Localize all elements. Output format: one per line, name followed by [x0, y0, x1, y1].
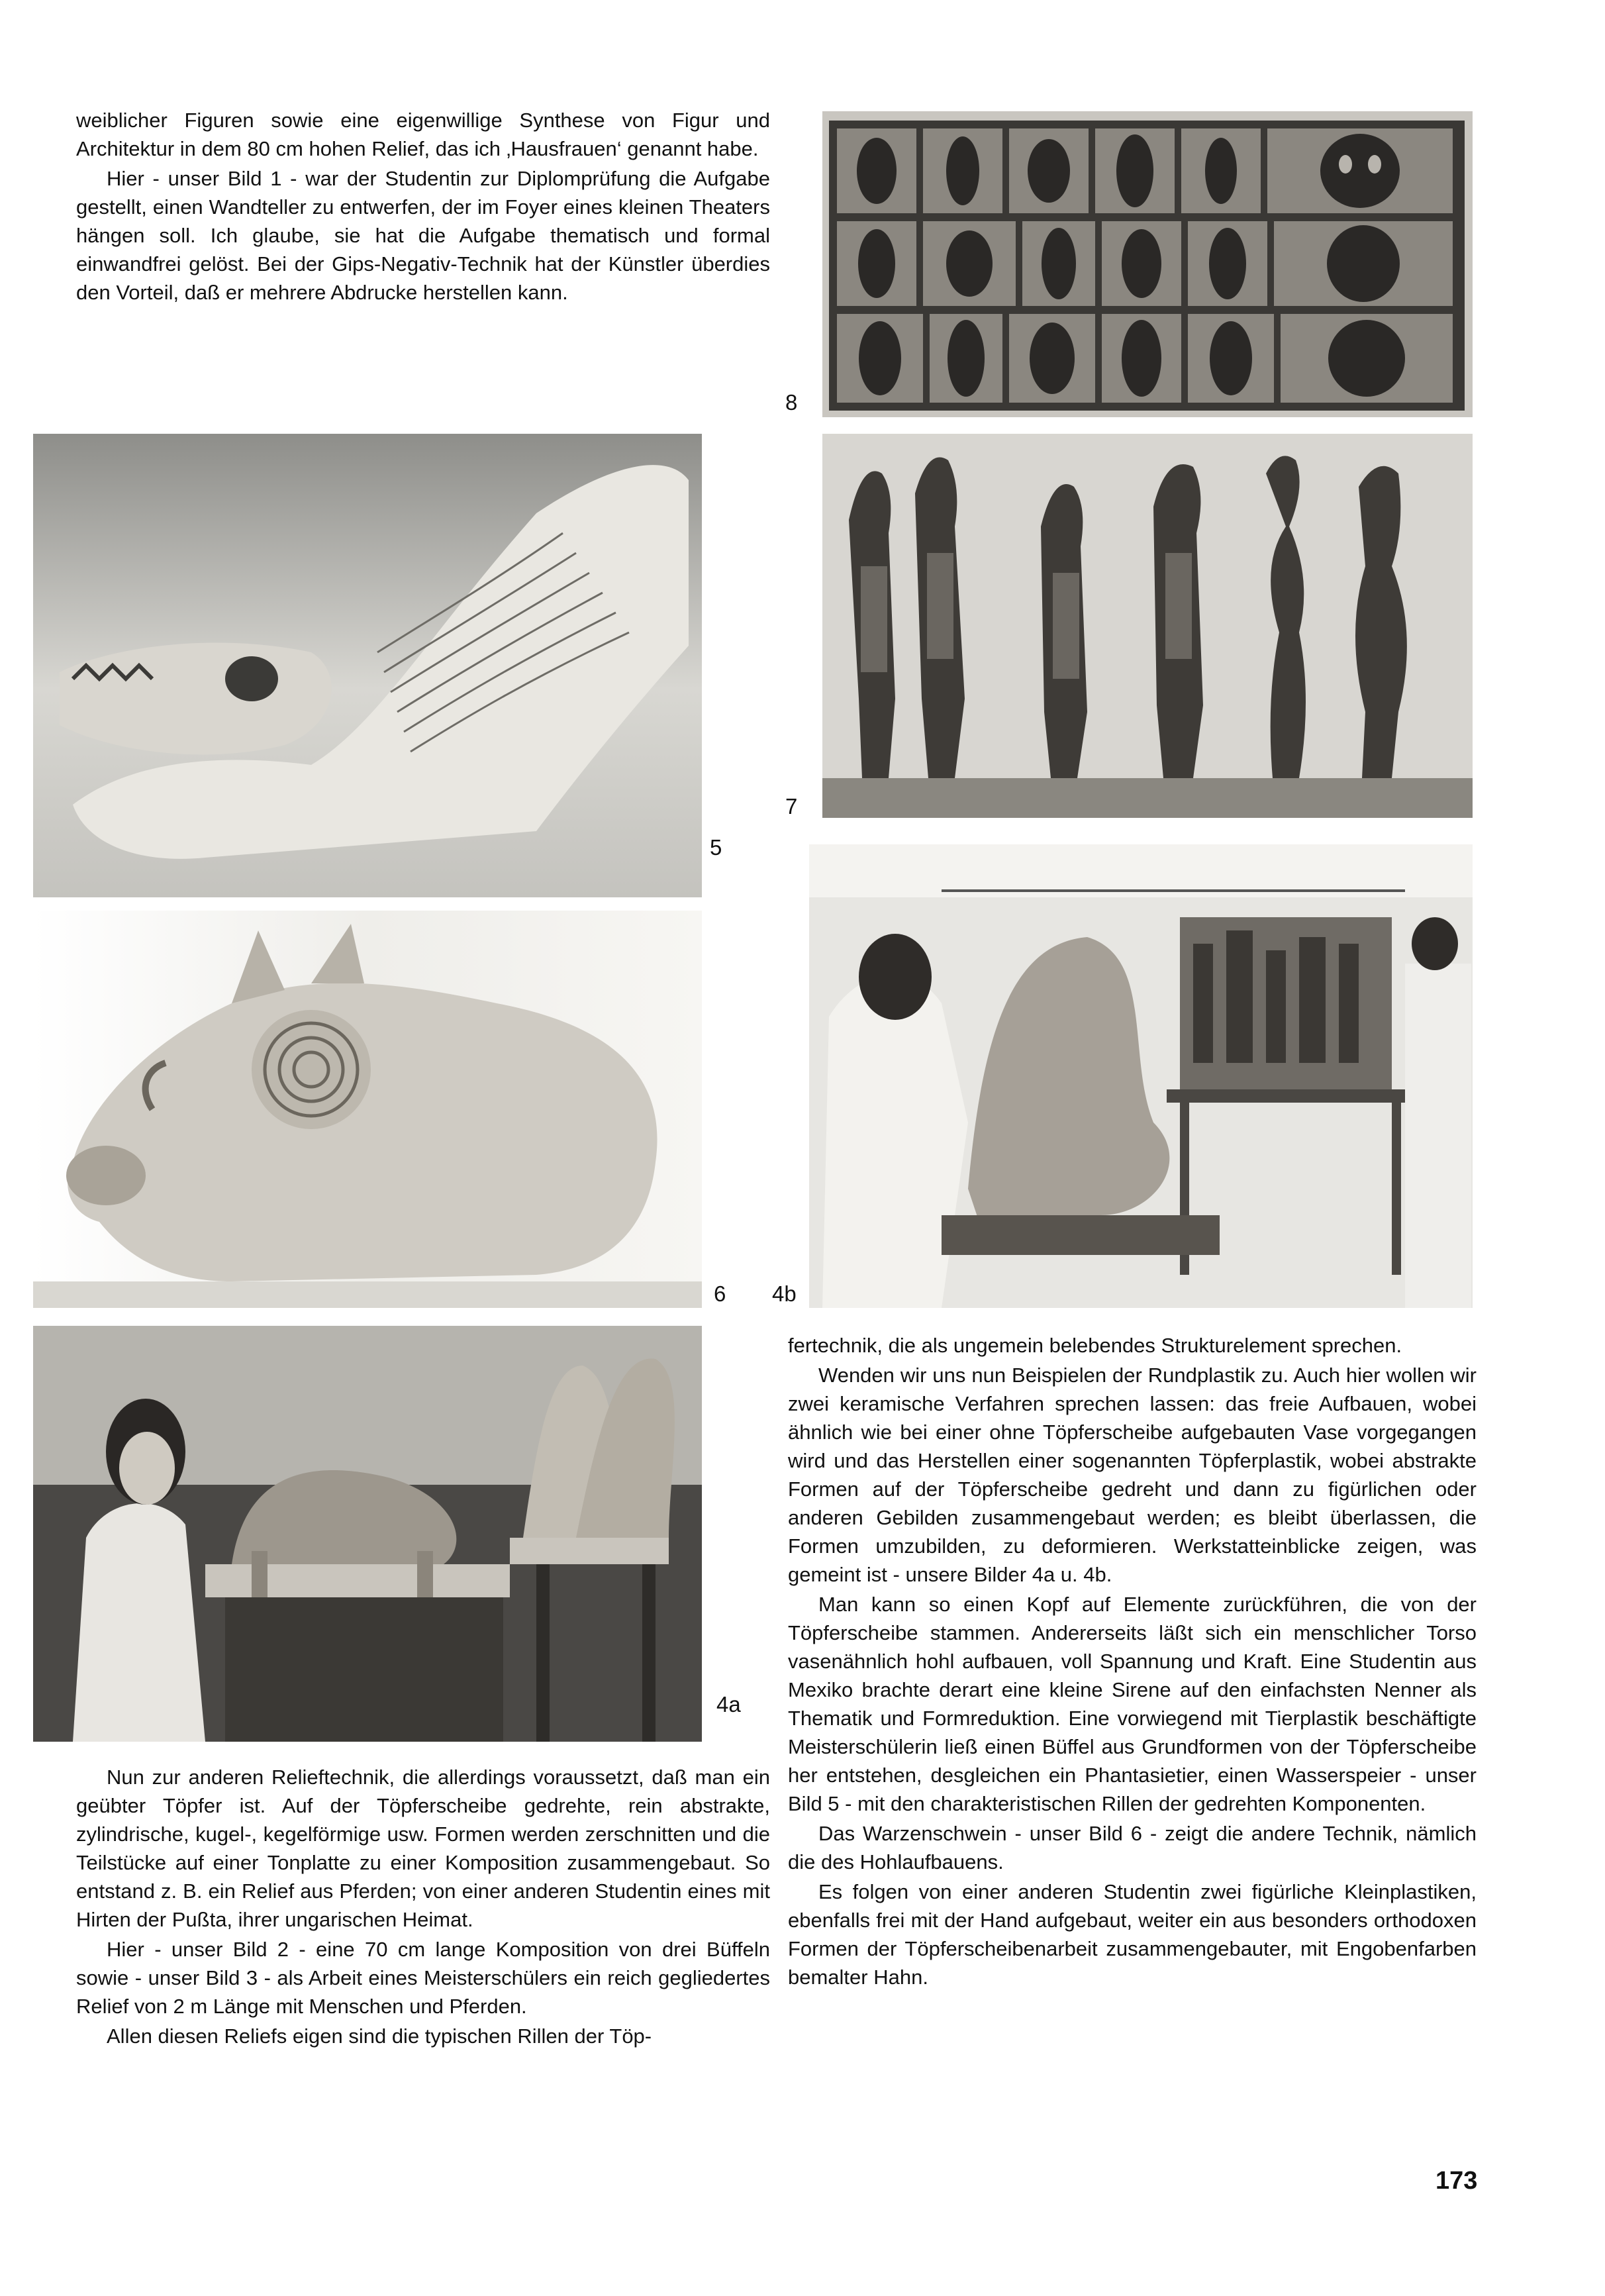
- paragraph: Man kann so einen Kopf auf Elemente zurückführen, die von der Töpferscheibe stammen. Andererseits läßt sich ein menschlicher Torso vasenähnlich hohl aufbauen, voll Spannung und Kraft. Eine Studentin aus Mexiko brachte derart eine kleine Sirene auf den einfachsten Nenner als Thematik und Formreduktion. Eine vorwiegend mit Tierplastik beschäftigte Meisterschülerin ließ einen Büffel aus Grundformen von der Töpferscheibe her entstehen, desgleichen ein Phantasietier, einen Wasserspeier - unser Bild 5 - mit den charakteristischen Rillen der gedrehten Komponenten.: [788, 1593, 1477, 1815]
- paragraph: Das Warzenschwein - unser Bild 6 - zeigt die andere Technik, nämlich die des Hohlaufbauens.: [788, 1822, 1477, 1873]
- paragraph: Wenden wir uns nun Beispielen der Rundplastik zu. Auch hier wollen wir zwei keramische Verfahren sprechen lassen: das freie Aufbauen, wobei ähnlich wie bei einer ohne Töpferscheibe aufgebauten Vase vorgegangen wird und das Herstellen einer sogenannten Töpferplastik, wobei abstrakte Formen auf der Töpferscheibe gedreht und dann zu figürlichen oder anderen Gebilden zusammengebaut werden; es bleibt überlassen, die Formen umzubilden, zu deformieren. Werkstatteinblicke zeigen, was gemeint ist - unsere Bilder 4a u. 4b.: [788, 1364, 1477, 1586]
- figure-label-4b: 4b: [772, 1281, 797, 1306]
- text-block-right: [788, 1331, 1477, 1991]
- text-block-top-left: [76, 106, 770, 307]
- paragraph: Es folgen von einer anderen Studentin zwei figürliche Kleinplastiken, ebenfalls frei mit der Hand aufgebaut, weiter ein aus besonders orthodoxen Formen der Töpferscheibenarbeit zusammengebauter, mit Engobenfarben bemalter Hahn.: [788, 1880, 1477, 1989]
- figure-label-7: 7: [785, 794, 798, 819]
- paragraph: weiblicher Figuren sowie eine eigenwillige Synthese von Figur und Architektur in dem 80 cm hohen Relief, das ich ‚Hausfrauen‘ genannt habe.: [76, 109, 770, 160]
- photo-figurines: [822, 434, 1473, 818]
- photo-water-spout-animal: [33, 434, 702, 897]
- paragraph: Hier - unser Bild 1 - war der Studentin zur Diplomprüfung die Aufgabe gestellt, einen Wandteller zu entwerfen, der im Foyer eines kleinen Theaters hängen soll. Ich glaube, sie hat die Aufgabe thematisch und formal einwandfrei gelöst. Bei der Gips-Negativ-Technik hat der Künstler überdies den Vorteil, daß er mehrere Abdrucke herstellen kann.: [76, 167, 770, 304]
- photo-warthog: [33, 911, 702, 1308]
- page-number: 173: [1435, 2167, 1478, 2195]
- figure-label-4a: 4a: [716, 1692, 741, 1717]
- figure-label-6: 6: [714, 1281, 726, 1306]
- photo-student-4a: [33, 1326, 702, 1742]
- figure-label-5: 5: [710, 835, 722, 860]
- figure-label-8: 8: [785, 390, 798, 415]
- paragraph: Hier - unser Bild 2 - eine 70 cm lange Komposition von drei Büffeln sowie - unser Bild 3 - als Arbeit eines Meisterschülers ein reich gegliedertes Relief von 2 m Länge mit Menschen und Pferden.: [76, 1938, 770, 2018]
- paragraph: Allen diesen Reliefs eigen sind die typischen Rillen der Töp-: [107, 2024, 652, 2048]
- photo-workshop-4b: [809, 844, 1473, 1308]
- text-block-bottom-left: [76, 1763, 770, 2050]
- photo-relief-grid: [822, 111, 1473, 417]
- paragraph: Nun zur anderen Relieftechnik, die allerdings voraussetzt, daß man ein geübter Töpfer ist. Auf der Töpferscheibe gedrehte, rein abstrakte, zylindrische, kugel-, kegelförmige usw. Formen werden zerschnitten und die Teilstücke auf einer Tonplatte zu einer Komposition zusammengebaut. So entstand z. B. ein Relief aus Pferden; von einer anderen Studentin eines mit Hirten der Pußta, ihrer ungarischen Heimat.: [76, 1766, 770, 1931]
- paragraph: fertechnik, die als ungemein belebendes Strukturelement sprechen.: [788, 1334, 1402, 1357]
